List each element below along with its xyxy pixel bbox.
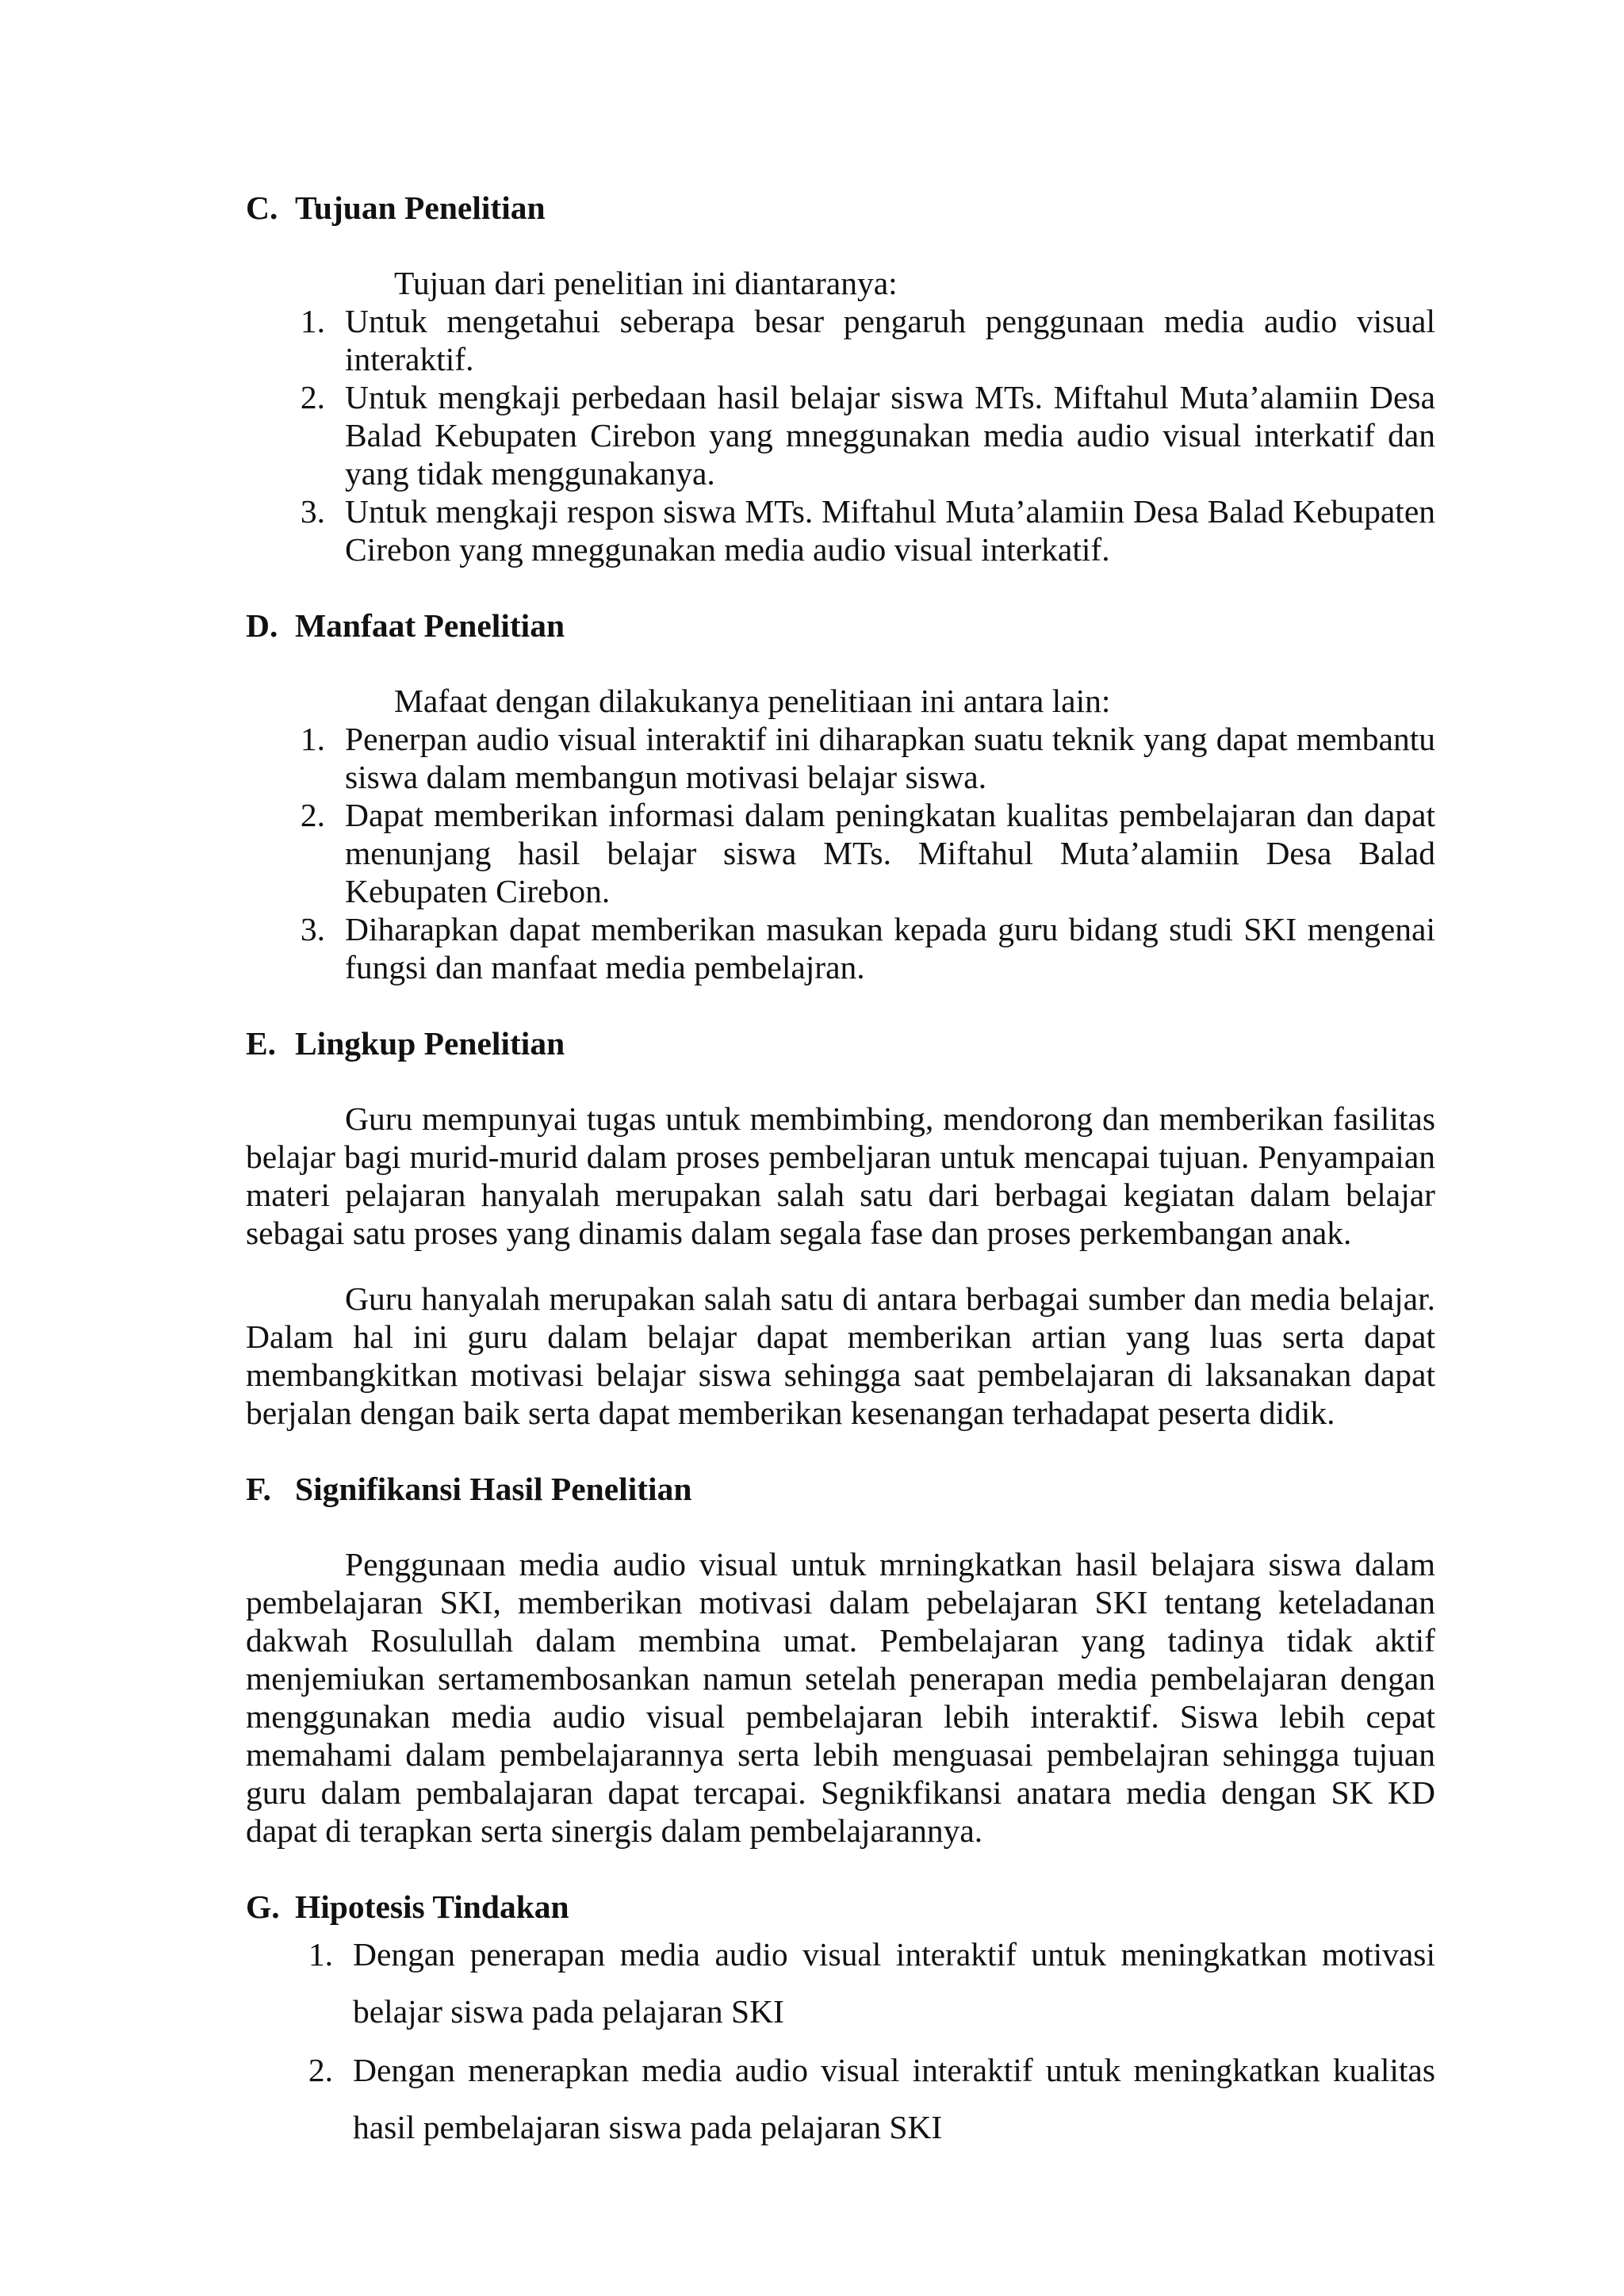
section-heading xyxy=(246,1888,1435,1926)
section-heading xyxy=(246,607,1435,645)
list-item xyxy=(246,720,1435,796)
list-number: 1. xyxy=(300,303,325,339)
list-text: Diharapkan dapat memberikan masukan kepada guru bidang studi SKI mengenai fungsi dan manfaat media pembelajran. xyxy=(345,911,1435,985)
body-paragraph: Guru hanyalah merupakan salah satu di antara berbagai sumber dan media belajar. Dalam hal ini guru dalam belajar dapat memberikan artian yang luas serta dapat membangkitkan motivasi belajar siswa sehingga saat pembelajaran di laksanakan dapat berjalan dengan baik serta dapat memberikan kesenangan terhadapat peserta didik. xyxy=(246,1280,1435,1431)
section-hipotesis-tindakan xyxy=(246,1888,1435,2156)
section-heading xyxy=(246,1024,1435,1062)
list-item xyxy=(246,492,1435,568)
list-text: Untuk mengetahui seberapa besar pengaruh penggunaan media audio visual interaktif. xyxy=(345,303,1435,377)
section-title: Manfaat Penelitian xyxy=(295,607,565,644)
list-number: 2. xyxy=(300,797,325,833)
numbered-list xyxy=(246,302,1435,568)
numbered-list xyxy=(246,1926,1435,2156)
list-number: 3. xyxy=(300,911,325,947)
numbered-list xyxy=(246,720,1435,986)
body-paragraph: Guru mempunyai tugas untuk membimbing, mendorong dan memberikan fasilitas belajar bagi murid-murid dalam proses pembeljaran untuk mencapai tujuan. Penyampaian materi pelajaran hanyalah merupakan salah satu dari berbagai kegiatan dalam belajar sebagai satu proses yang dinamis dalam segala fase dan proses perkembangan anak. xyxy=(246,1100,1435,1251)
section-letter: G. xyxy=(246,1888,280,1925)
section-signifikansi-hasil-penelitian xyxy=(246,1470,1435,1850)
list-item xyxy=(246,796,1435,910)
list-item xyxy=(246,2042,1435,2156)
list-number: 1. xyxy=(300,721,325,757)
section-heading xyxy=(246,189,1435,227)
section-title: Hipotesis Tindakan xyxy=(295,1888,569,1925)
section-intro: Mafaat dengan dilakukanya penelitiaan ini antara lain: xyxy=(394,683,1111,719)
list-text: Dapat memberikan informasi dalam peningkatan kualitas pembelajaran dan dapat menunjang hasil belajar siswa MTs. Miftahul Muta’alamiin Desa Balad Kebupaten Cirebon. xyxy=(345,797,1435,909)
list-number: 2. xyxy=(300,379,325,415)
list-item xyxy=(246,910,1435,986)
section-letter: F. xyxy=(246,1471,271,1507)
list-item xyxy=(246,378,1435,492)
section-letter: E. xyxy=(246,1025,277,1062)
section-title: Tujuan Penelitian xyxy=(295,189,546,226)
list-text: Dengan menerapkan media audio visual interaktif untuk meningkatkan kualitas hasil pembelajaran siswa pada pelajaran SKI xyxy=(353,2052,1435,2145)
list-number: 2. xyxy=(308,2052,333,2088)
section-intro: Tujuan dari penelitian ini diantaranya: xyxy=(394,265,898,301)
list-text: Dengan penerapan media audio visual interaktif untuk meningkatkan motivasi belajar siswa pada pelajaran SKI xyxy=(353,1936,1435,2030)
list-item xyxy=(246,302,1435,378)
list-number: 1. xyxy=(308,1936,333,1973)
section-letter: D. xyxy=(246,607,278,644)
section-heading xyxy=(246,1470,1435,1508)
section-title: Lingkup Penelitian xyxy=(295,1025,565,1062)
list-text: Penerpan audio visual interaktif ini diharapkan suatu teknik yang dapat membantu siswa dalam membangun motivasi belajar siswa. xyxy=(345,721,1435,795)
list-text: Untuk mengkaji perbedaan hasil belajar siswa MTs. Miftahul Muta’alamiin Desa Balad Kebupaten Cirebon yang mneggunakan media audio visual interkatif dan yang tidak menggunakanya. xyxy=(345,379,1435,492)
document-page xyxy=(246,189,1435,2156)
list-number: 3. xyxy=(300,493,325,530)
list-item xyxy=(246,1926,1435,2040)
section-lingkup-penelitian xyxy=(246,1024,1435,1432)
section-tujuan-penelitian xyxy=(246,189,1435,568)
list-text: Untuk mengkaji respon siswa MTs. Miftahul Muta’alamiin Desa Balad Kebupaten Cirebon yang mneggunakan media audio visual interkatif. xyxy=(345,493,1435,568)
section-manfaat-penelitian xyxy=(246,607,1435,986)
body-paragraph: Penggunaan media audio visual untuk mrningkatkan hasil belajara siswa dalam pembelajaran SKI, memberikan motivasi dalam pebelajaran SKI tentang keteladanan dakwah Rosulullah dalam membina umat. Pembelajaran yang tadinya tidak aktif menjemiukan sertamembosankan namun setelah penerapan media pembelajaran dengan menggunakan media audio visual pembelajaran lebih interaktif. Siswa lebih cepat memahami dalam pembelajarannya serta lebih menguasai pembelajran sehingga tujuan guru dalam pembalajaran dapat tercapai. Segnikfikansi anatara media dengan SK KD dapat di terapkan serta sinergis dalam pembelajarannya. xyxy=(246,1546,1435,1849)
section-letter: C. xyxy=(246,189,278,226)
section-title: Signifikansi Hasil Penelitian xyxy=(295,1471,692,1507)
